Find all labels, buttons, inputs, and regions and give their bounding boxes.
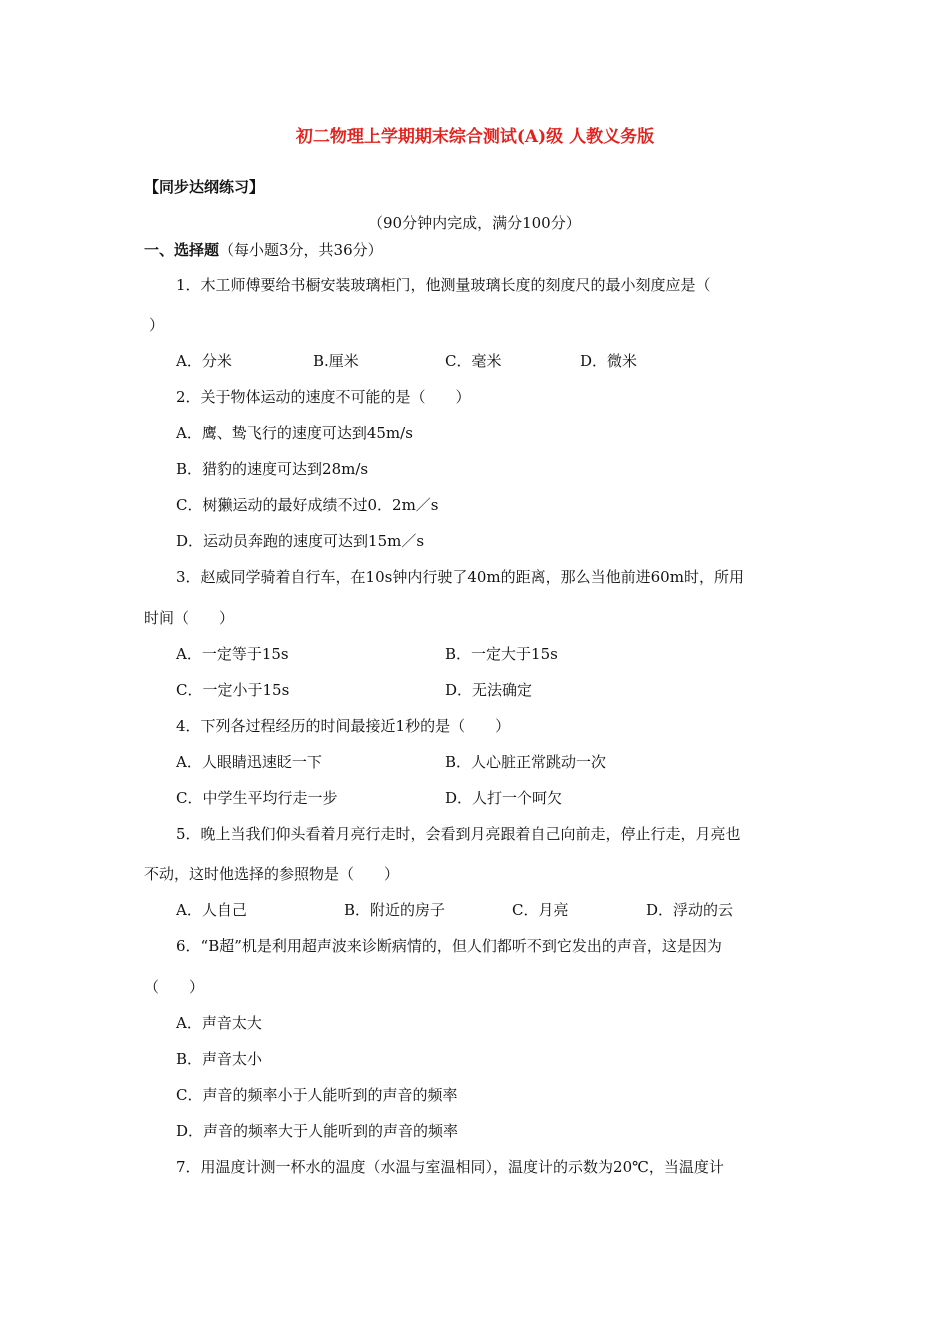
option-a: A．分米 (176, 352, 232, 370)
option-d: D．无法确定 (445, 681, 533, 699)
question-text: 5．晚上当我们仰头看着月亮行走时，会看到月亮跟着自己向前走，停止行走，月亮也 (176, 825, 741, 843)
option-b: B．一定大于15s (445, 645, 558, 663)
option-b: B．人心脏正常跳动一次 (445, 753, 607, 771)
question-text-continued: ） (149, 316, 165, 334)
option-c: C．月亮 (512, 901, 569, 919)
option-a: A．一定等于15s (176, 645, 289, 663)
option-c: C．中学生平均行走一步 (176, 789, 338, 807)
part-heading (144, 240, 383, 260)
question-text: 4．下列各过程经历的时间最接近1秒的是（ ） (176, 717, 511, 735)
option-d: D．浮动的云 (646, 901, 734, 919)
option-d: D．声音的频率大于人能听到的声音的频率 (176, 1122, 459, 1140)
question-text-continued: 时间（ ） (144, 609, 235, 627)
option-c: C．声音的频率小于人能听到的声音的频率 (176, 1086, 458, 1104)
option-c: C．毫米 (445, 352, 502, 370)
question-text: 6．“B超”机是利用超声波来诊断病情的，但人们都听不到它发出的声音，这是因为 (176, 937, 722, 955)
part-heading-label: 一、选择题 (144, 241, 220, 259)
page-title: 初二物理上学期期末综合测试(A)级 人教义务版 (295, 127, 655, 147)
option-a: A．人眼睛迅速眨一下 (176, 753, 322, 771)
question-text: 3．赵威同学骑着自行车，在10s钟内行驶了40m的距离，那么当他前进60m时，所用 (176, 568, 744, 586)
option-a: A．声音太大 (176, 1014, 262, 1032)
option-b: B．声音太小 (176, 1050, 263, 1068)
question-text-continued: （ ） (144, 978, 205, 996)
question-text: 7．用温度计测一杯水的温度（水温与室温相同），温度计的示数为20℃，当温度计 (176, 1158, 724, 1176)
option-a: A．人自己 (176, 901, 247, 919)
option-c: C．树獭运动的最好成绩不过0．2m／s (176, 496, 439, 514)
option-b: B.厘米 (313, 352, 359, 370)
option-d: D．微米 (580, 352, 638, 370)
option-c: C．一定小于15s (176, 681, 290, 699)
option-a: A．鹰、鸷飞行的速度可达到45m/s (176, 424, 413, 442)
option-b: B．猎豹的速度可达到28m/s (176, 460, 369, 478)
option-b: B．附近的房子 (344, 901, 446, 919)
option-d: D．人打一个呵欠 (445, 789, 563, 807)
time-score-note: （90分钟内完成，满分100分） (368, 214, 581, 232)
section-label: 【同步达纲练习】 (144, 178, 265, 196)
option-d: D．运动员奔跑的速度可达到15m／s (176, 532, 425, 550)
part-heading-note: （每小题3分，共36分） (219, 241, 383, 259)
question-text-continued: 不动，这时他选择的参照物是（ ） (144, 865, 400, 883)
question-text: 2．关于物体运动的速度不可能的是（ ） (176, 388, 471, 406)
question-text: 1．木工师傅要给书橱安装玻璃柜门，他测量玻璃长度的刻度尺的最小刻度应是（ (176, 276, 711, 294)
